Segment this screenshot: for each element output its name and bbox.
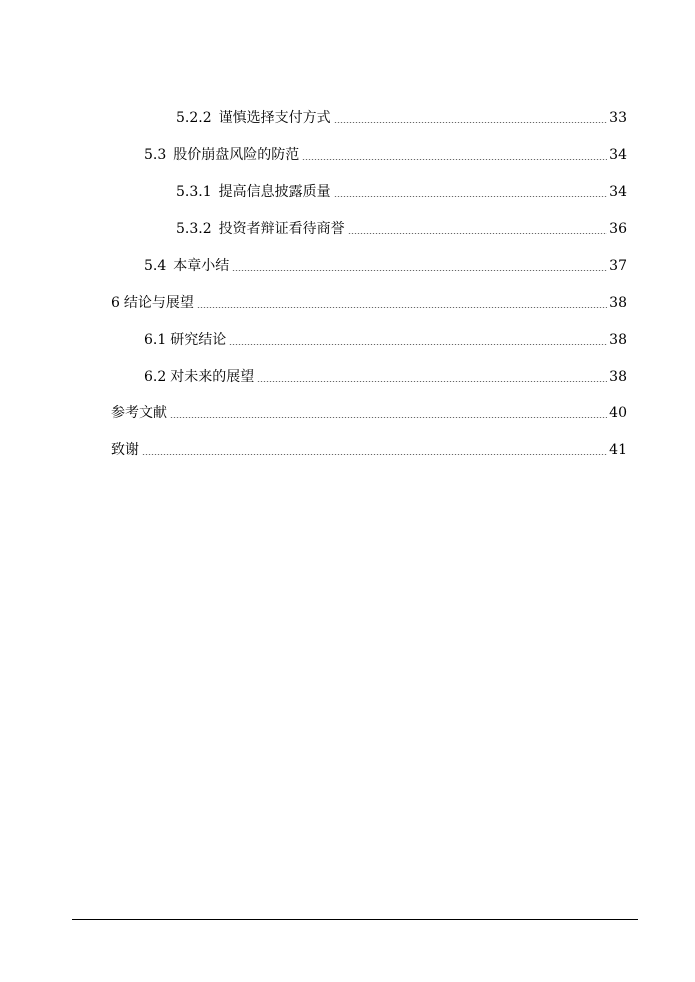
toc-entry-number: 6.1: [144, 332, 167, 348]
toc-entry-acknowledgements[interactable]: [111, 439, 627, 461]
toc-entry-5-4[interactable]: [144, 255, 627, 277]
toc-dot-leader: [197, 307, 607, 308]
toc-entry-title: 参考文献: [111, 405, 167, 421]
toc-entry-title: 研究结论: [170, 332, 227, 348]
toc-entry-page: 34: [609, 147, 627, 163]
toc-entry-page: 34: [609, 184, 627, 200]
toc-entry-page: 38: [609, 369, 627, 385]
toc-dot-leader: [334, 122, 608, 123]
toc-dot-leader: [232, 270, 607, 271]
toc-entry-number: 5.2.2: [176, 110, 212, 126]
toc-entry-title: 股价崩盘风险的防范: [173, 147, 300, 163]
toc-entry-number: 5.3.1: [176, 184, 212, 200]
toc-entry-page: 41: [609, 442, 627, 458]
toc-entry-title: 谨慎选择支付方式: [218, 110, 331, 126]
toc-dot-leader: [170, 417, 607, 418]
toc-entry-page: 37: [609, 258, 627, 274]
toc-entry-page: 40: [609, 405, 627, 421]
toc-entry-title: 结论与展望: [123, 295, 194, 311]
toc-entry-5-3-1[interactable]: [176, 181, 627, 203]
toc-entry-page: 38: [609, 332, 627, 348]
toc-entry-number: 5.4: [144, 258, 167, 274]
toc-dot-leader: [302, 159, 607, 160]
toc-entry-6-2[interactable]: [144, 366, 627, 388]
footer-divider: [72, 919, 638, 920]
toc-entry-title: 本章小结: [173, 258, 230, 274]
toc-entry-title: 致谢: [111, 442, 139, 458]
toc-entry-5-3-2[interactable]: [176, 218, 627, 240]
toc-dot-leader: [142, 454, 607, 455]
toc-entry-6-1[interactable]: [144, 329, 627, 351]
toc-entry-page: 38: [609, 295, 627, 311]
toc-entry-page: 36: [609, 221, 627, 237]
toc-dot-leader: [334, 196, 608, 197]
toc-entry-number: 5.3.2: [176, 221, 212, 237]
toc-entry-6[interactable]: [111, 292, 627, 314]
toc-dot-leader: [257, 381, 607, 382]
toc-dot-leader: [348, 233, 608, 234]
toc-entry-title: 投资者辩证看待商誉: [218, 221, 345, 237]
toc-entry-5-2-2[interactable]: [176, 107, 627, 129]
toc-entry-number: 6: [111, 295, 120, 311]
toc-entry-number: 5.3: [144, 147, 167, 163]
toc-entry-references[interactable]: [111, 402, 627, 424]
toc-entry-title: 提高信息披露质量: [218, 184, 331, 200]
toc-dot-leader: [229, 344, 607, 345]
toc-entry-page: 33: [609, 110, 627, 126]
toc-entry-number: 6.2: [144, 369, 167, 385]
toc-entry-5-3[interactable]: [144, 144, 627, 166]
toc-entry-title: 对未来的展望: [170, 369, 255, 385]
